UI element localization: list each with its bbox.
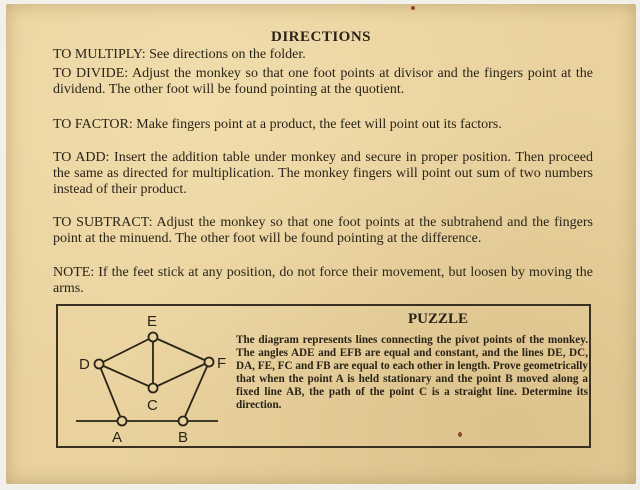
factor-text: Make fingers point at a product, the feet will point out its factors. bbox=[132, 117, 502, 132]
label-c: C bbox=[147, 397, 158, 414]
pivot-d bbox=[95, 360, 104, 369]
factor-lead: TO FACTOR: bbox=[53, 117, 133, 132]
puzzle-title: PUZZLE bbox=[407, 311, 468, 327]
add-lead: TO ADD: bbox=[53, 150, 110, 165]
note-paragraph bbox=[53, 265, 593, 297]
multiply-paragraph bbox=[53, 47, 593, 63]
note-text: If the feet stick at any position, do not force their movement, but loosen by moving the arms. bbox=[53, 265, 593, 296]
puzzle-box bbox=[56, 304, 591, 448]
divide-lead: TO DIVIDE: bbox=[53, 66, 129, 81]
paper-speck bbox=[458, 432, 462, 437]
directions-title: DIRECTIONS bbox=[270, 29, 372, 45]
divide-text: Adjust the monkey so that one foot points at divisor and the fingers point at the dividend. The other foot will be found pointing at the quotient. bbox=[53, 66, 593, 97]
multiply-lead: TO MULTIPLY: bbox=[53, 47, 146, 62]
label-e: E bbox=[147, 313, 158, 330]
add-paragraph bbox=[53, 150, 593, 198]
label-a: A bbox=[112, 429, 123, 446]
add-text: Insert the addition table under monkey and secure in proper position. Then proceed the same as directed for multiplication. The monkey fingers will point out sum of two numbers instead of their product. bbox=[53, 150, 593, 197]
pivot-e bbox=[149, 333, 158, 342]
note-lead: NOTE: bbox=[53, 265, 95, 280]
divide-paragraph bbox=[53, 66, 593, 98]
link-fb bbox=[183, 362, 209, 421]
multiply-text: See directions on the folder. bbox=[145, 47, 306, 62]
link-fc bbox=[153, 362, 209, 388]
directions-card bbox=[6, 4, 636, 484]
pivot-c bbox=[149, 384, 158, 393]
label-f: F bbox=[217, 355, 227, 372]
puzzle-text: The diagram represents lines connecting the pivot points of the monkey. The angles ADE and EFB are equal and constant, and the lines DE, DC, DA, FE, FC and FB are equal to each other in length. Prove geometrically that when the point A is held stationary and the point B moved along a fixed line AB, the path of the point C is a straight line. Determine its direction. bbox=[236, 334, 588, 411]
link-ef bbox=[153, 337, 209, 362]
subtract-text: Adjust the monkey so that one foot points at the subtrahend and the fingers point at the minuend. The other foot will be found pointing at the difference. bbox=[53, 215, 593, 246]
pivot-a bbox=[118, 417, 127, 426]
linkage-diagram bbox=[58, 306, 238, 450]
subtract-paragraph bbox=[53, 215, 593, 247]
label-d: D bbox=[79, 356, 90, 373]
factor-paragraph bbox=[53, 117, 593, 133]
label-b: B bbox=[178, 429, 189, 446]
paper-speck bbox=[411, 6, 415, 10]
subtract-lead: TO SUBTRACT: bbox=[53, 215, 153, 230]
pivot-b bbox=[179, 417, 188, 426]
link-de bbox=[99, 337, 153, 364]
pivot-f bbox=[205, 358, 214, 367]
